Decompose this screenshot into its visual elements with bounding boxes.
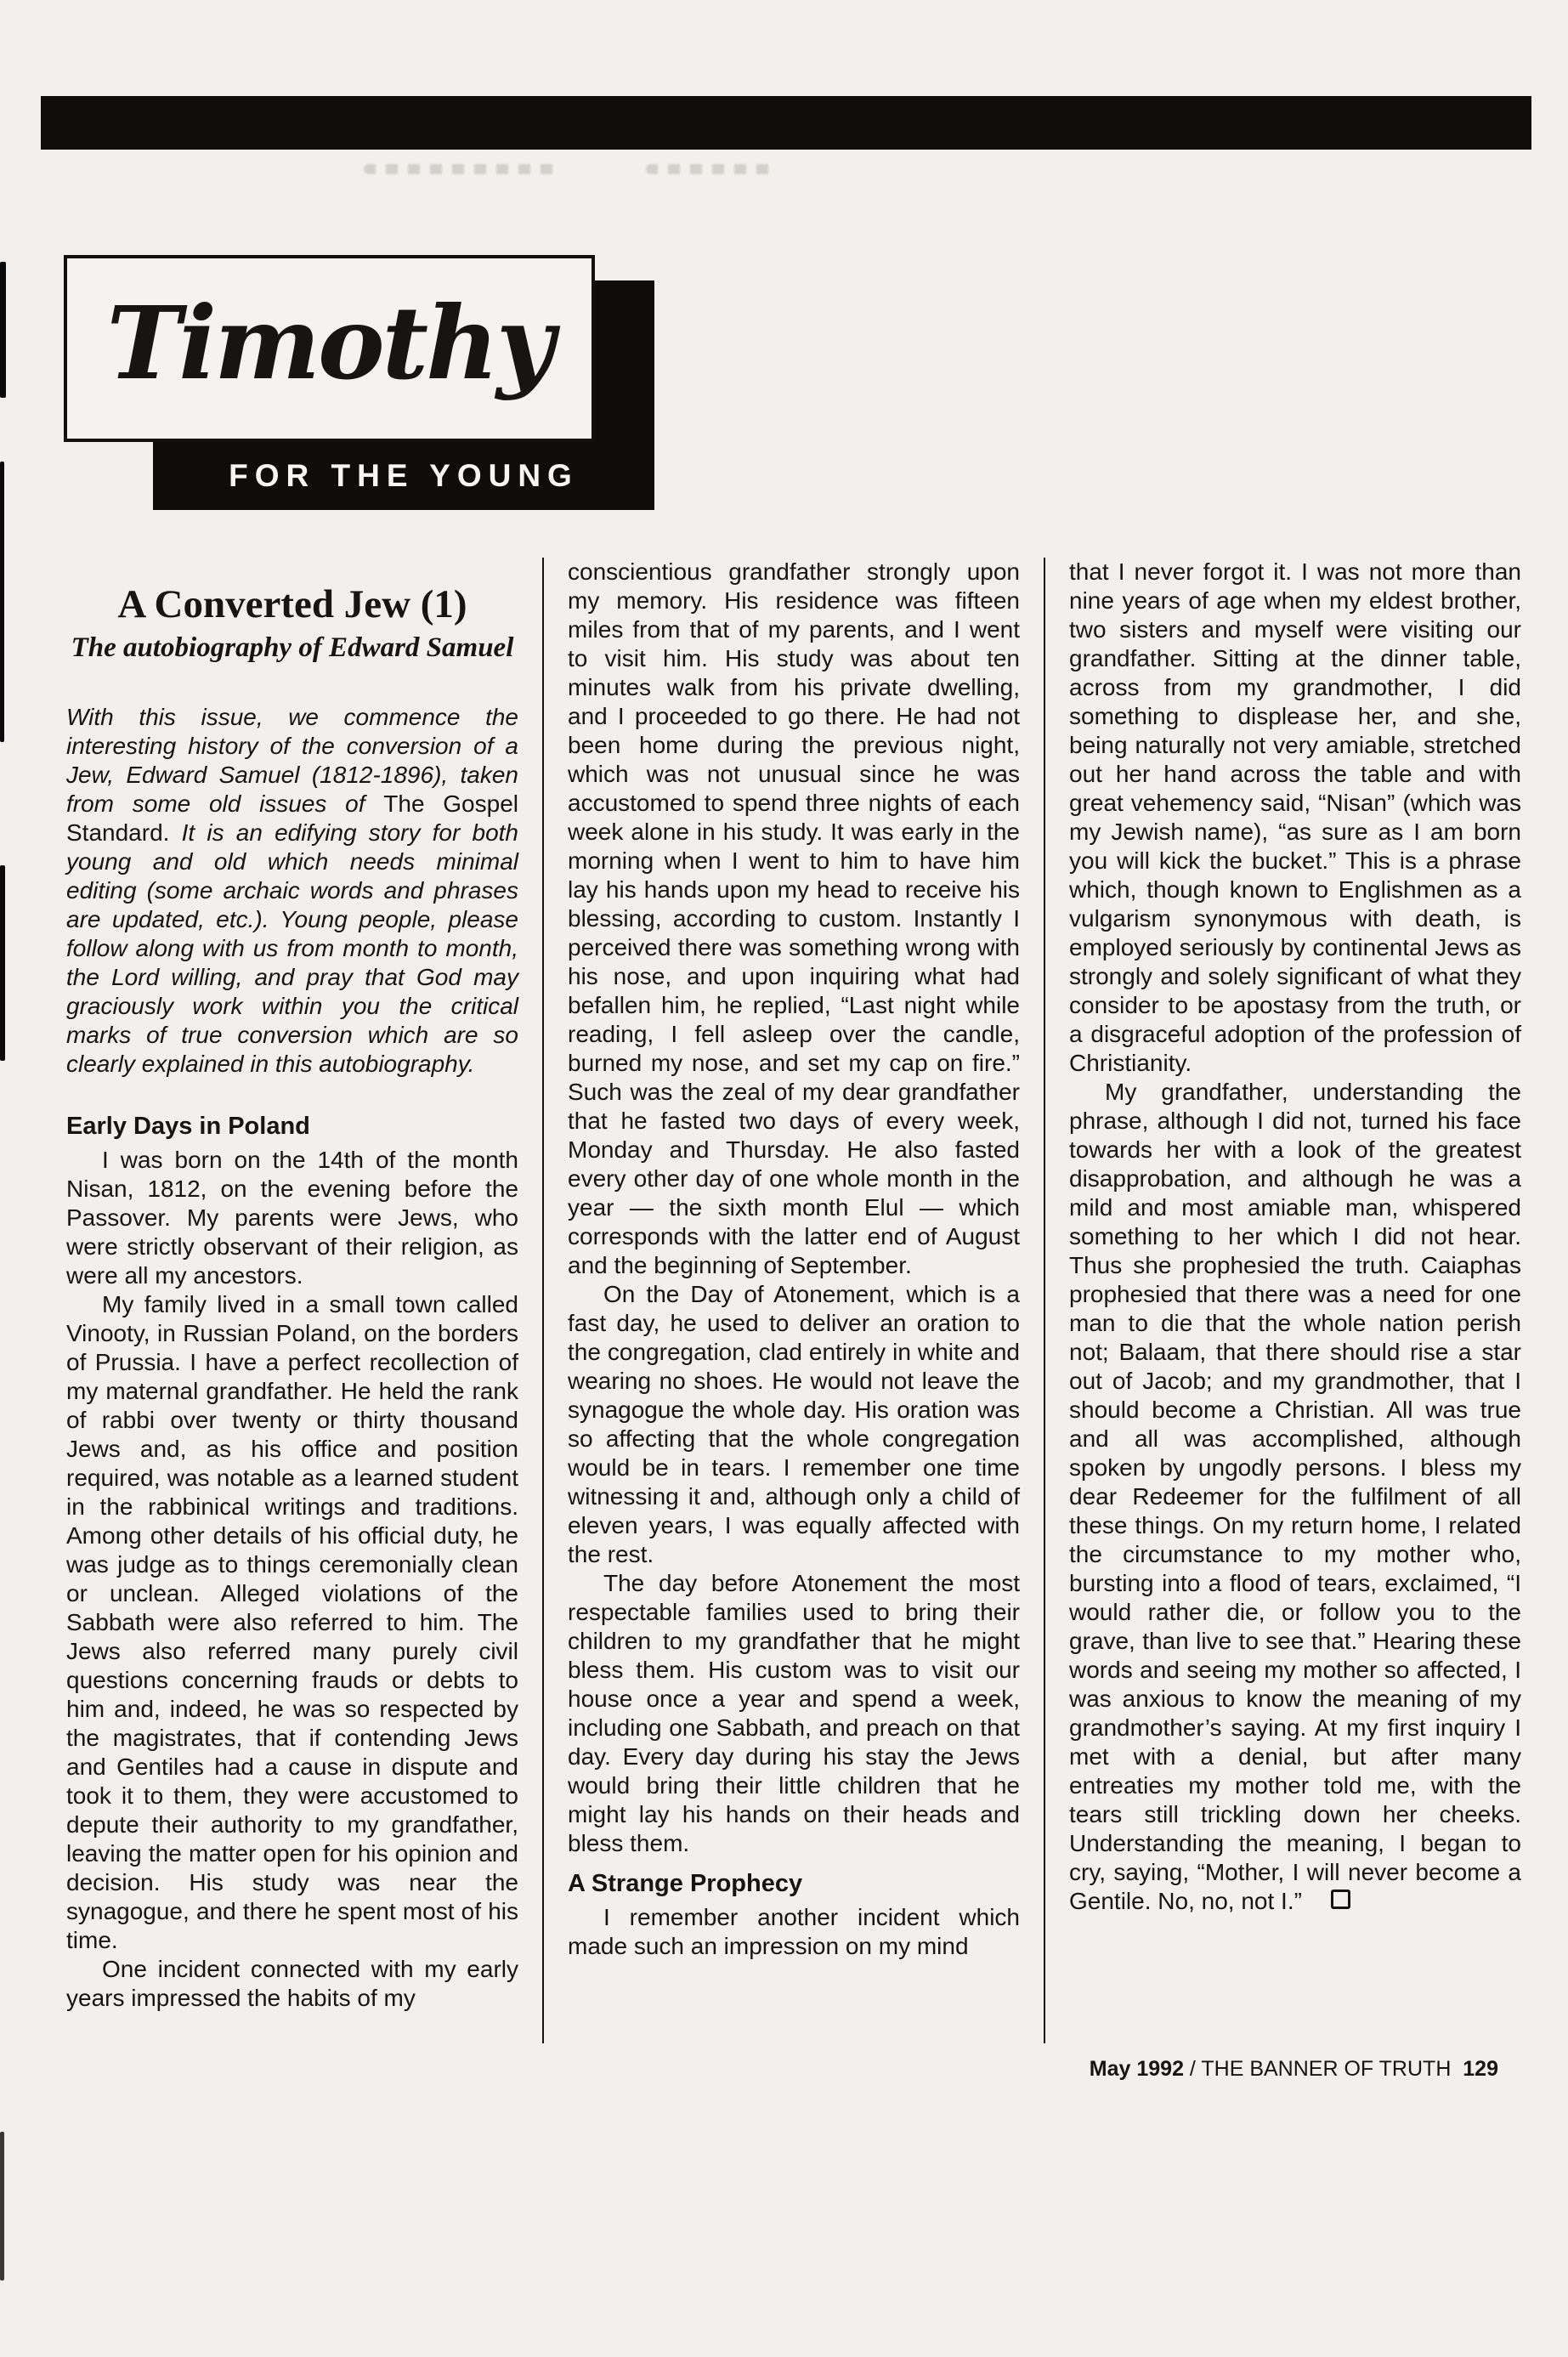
article-columns: [66, 558, 1521, 2043]
article-subtitle: The autobiography of Edward Samuel: [71, 632, 514, 663]
footer-magazine-name: THE BANNER OF TRUTH: [1201, 2057, 1452, 2081]
column-1: [66, 558, 542, 2043]
column-1-blocks: [66, 1113, 518, 2013]
scan-edge-mark: [0, 262, 6, 398]
column-3: [1044, 558, 1521, 2043]
body-paragraph: conscientious grandfather strongly upon my memory. His residence was fifteen miles from that of my parents, and I went to visit him. His study was about ten minutes walk from his private dwelling, and I proceeded to go there. He had not been home during the previous night, which was not unusual since he was accustomed to spend three nights of each week alone in his study. It was early in the morning when I went to him to have him lay his hands upon my head to receive his blessing, according to custom. Instantly I perceived there was something wrong with his nose, and upon inquiring what had befallen him, he replied, “Last night while reading, I fell asleep over the candle, burned my nose, and set my cap on fire.” Such was the zeal of my dear grandfather that he fasted two days of every week, Monday and Thursday. He also fasted every other day of one whole month in the year — the sixth month Elul — which corresponds with the latter end of August and the beginning of September.: [568, 558, 1020, 1278]
body-paragraph: My family lived in a small town called Vinooty, in Russian Poland, on the borders of Prussia. I have a perfect recollection of my maternal grandfather. He held the rank of rabbi over twenty or thirty thousand Jews and, as his office and position required, was notable as a learned student in the rabbinical writings and traditions. Among other details of his official duty, he was judge as to things ceremonially clean or unclean. Alleged violations of the Sabbath were also referred to him. The Jews also referred many purely civil questions concerning frauds or debts to him and, indeed, he was so respected by the magistrates, that if contending Jews and Gentiles had a cause in dispute and took it to them, they were accustomed to depute their authority to my grandfather, leaving the matter open for his opinion and decision. His study was near the synagogue, and there he spent most of his time.: [66, 1291, 518, 1953]
logo-title-text: Timothy: [106, 284, 552, 402]
intro-publication-name: The Gospel Standard.: [66, 790, 518, 846]
logo-box: [64, 255, 595, 442]
page-footer: [0, 2057, 1498, 2082]
scan-smudge: [646, 164, 773, 174]
article-title: A Converted Jew (1): [117, 582, 467, 626]
column-2: [542, 558, 1044, 2043]
body-paragraph: On the Day of Atonement, which is a fast day, he used to deliver an oration to the congregation, clad entirely in white and wearing no shoes. He would not leave the synagogue the whole day. His oration was so affecting that the whole congregation would be in tears. I remember one time witnessing it and, although only a child of eleven years, I was equally affected with the rest.: [568, 1281, 1020, 1567]
intro-italic-lead: With this issue, we commence the interesting history of the conversion of a Jew, Edward Samuel (1812-1896), taken from some old issues of: [66, 704, 518, 817]
masthead-rule-bar: [41, 96, 1531, 150]
body-paragraph: My grandfather, understanding the phrase, although I did not, turned his face towards her with a look of the greatest disapprobation, and although he was a mild and most amiable man, whispered something to her which I did not hear. Thus she prophesied the truth. Caiaphas prophesied that there was a need for one man to die that the whole nation perish not; Balaam, that there should rise a star out of Jacob; and my grandmother, that I should become a Christian. All was true and all was accomplished, although spoken by ungodly persons. I bless my dear Redeemer for the fulfilment of all these things. On my return home, I related the circumstance to my mother who, bursting into a flood of tears, exclaimed, “I would rather die, or follow you to the grave, than live to see that.” Hearing these words and seeing my mother so affected, I was anxious to know the meaning of my grandmother’s saying. At my first inquiry I met with a denial, but after many entreaties my mother told me, with the tears still trickling down her cheeks. Understanding the meaning, I began to cry, saying, “Mother, I will never become a Gentile. No, no, not I.”: [1069, 1079, 1521, 1914]
scan-edge-mark: [0, 462, 4, 742]
body-paragraph: I remember another incident which made such an impression on my mind: [568, 1904, 1020, 1959]
scan-edge-mark: [0, 2132, 4, 2281]
footer-separator: /: [1183, 2057, 1202, 2081]
body-paragraph: One incident connected with my early years impressed the habits of my: [66, 1956, 518, 2011]
body-paragraph: I was born on the 14th of the month Nisan, 1812, on the evening before the Passover. My parents were Jews, who were strictly observant of their religion, as were all my ancestors.: [66, 1147, 518, 1289]
intro-italic-tail: It is an edifying story for both young and old which needs minimal editing (some archaic words and phrases are updated, etc.). Young people, please follow along with us from month to month, the Lord willing, and pray that God may graciously work within you the critical marks of true conversion which are so clearly explained in this autobiography.: [66, 819, 518, 1077]
column-3-blocks: [1069, 558, 1521, 1916]
footer-issue-date: May 1992: [1089, 2057, 1184, 2081]
magazine-page: [0, 96, 1568, 2357]
logo-banner-label: FOR THE YOUNG: [229, 458, 579, 493]
scan-smudge: [364, 164, 559, 174]
end-of-article-mark: [1331, 1890, 1350, 1909]
timothy-logo: [64, 255, 727, 510]
body-paragraph: that I never forgot it. I was not more than nine years of age when my eldest brother, two sisters and myself were visiting our grandfather. Sitting at the dinner table, across from my grandmother, I did something to displease her, and she, being naturally not very amiable, stretched out her hand across the table and with great vehemency said, “Nisan” (which was my Jewish name), “as sure as I am born you will kick the bucket.” This is a phrase which, though known to Englishmen as a vulgarism synonymous with death, is employed seriously by continental Jews as strongly and solely significant of what they consider to be apostasy from the truth, or a disgraceful adoption of the profession of Christianity.: [1069, 558, 1521, 1076]
footer-page-number: 129: [1463, 2057, 1498, 2081]
section-heading: Early Days in Poland: [66, 1113, 310, 1140]
section-heading: A Strange Prophecy: [568, 1870, 803, 1897]
body-paragraph: The day before Atonement the most respectable families used to bring their children to my grandfather that he might bless them. His custom was to visit our house once a year and spend a week, including one Sabbath, and preach on that day. Every day during his stay the Jews would bring their little children that he might lay his hands on their heads and bless them.: [568, 1570, 1020, 1856]
column-2-blocks: [568, 558, 1020, 1961]
editorial-intro: [66, 703, 518, 1079]
scan-edge-mark: [0, 865, 5, 1061]
